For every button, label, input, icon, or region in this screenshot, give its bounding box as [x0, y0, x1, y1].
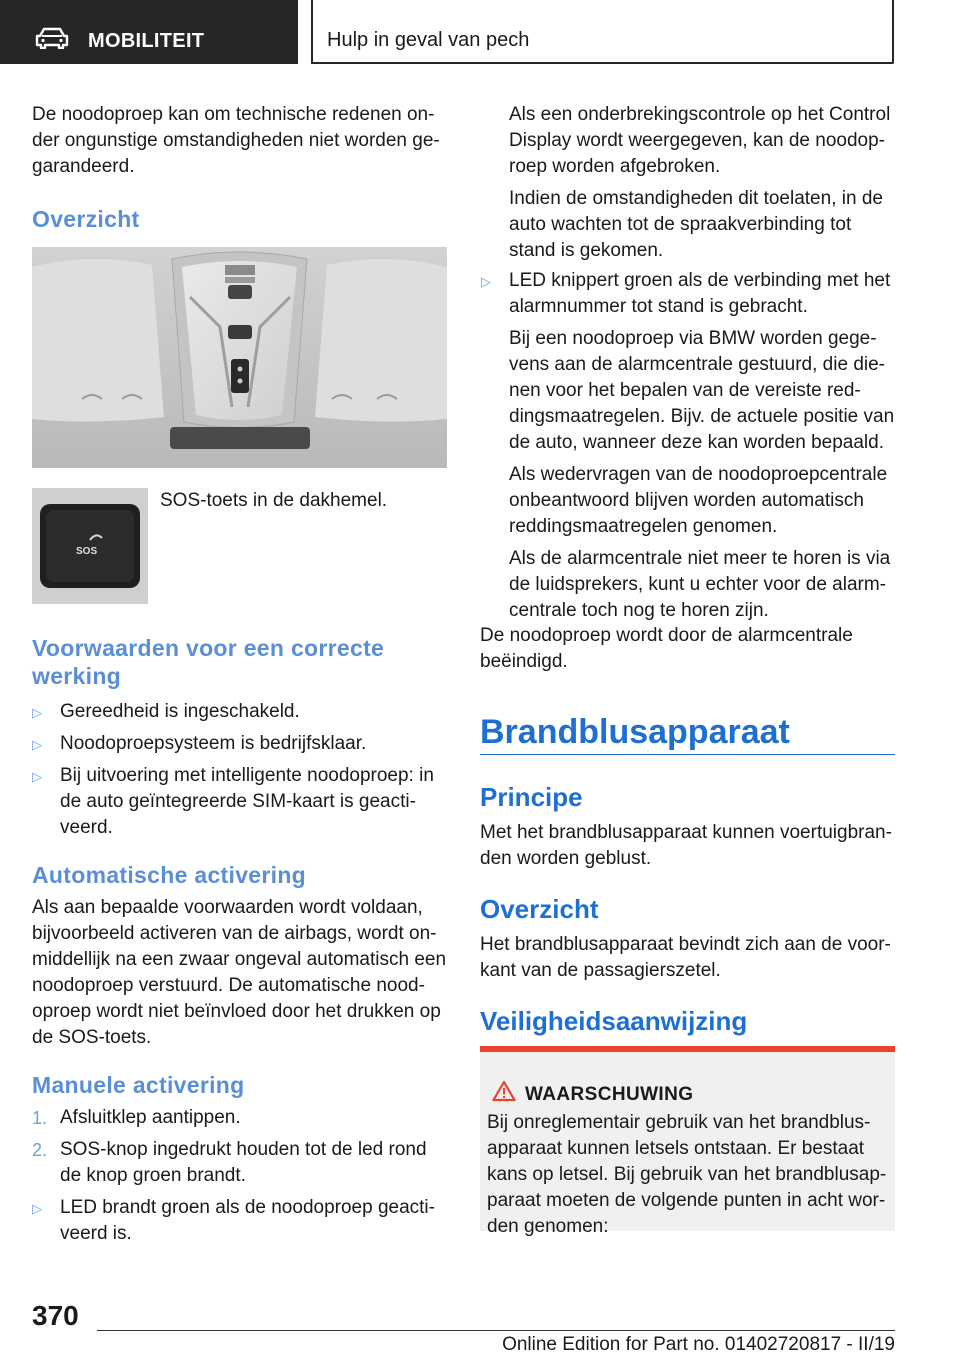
sos-label: SOS [76, 546, 98, 557]
warning-box [480, 1046, 895, 1237]
overzicht-paragraph: Het brandblusapparaat bevindt zich aan de voor-kant van de passagierszetel. [480, 934, 891, 981]
heading-manueel: Manuele activering [32, 1072, 245, 1098]
triangle-bullet-icon: ▷ [32, 705, 42, 720]
chapter-tab[interactable] [311, 0, 894, 64]
led-bullet-list [481, 268, 899, 326]
step-number: 1. [32, 1108, 48, 1128]
heading-principe: Principe [480, 782, 583, 812]
triangle-bullet-icon: ▷ [32, 737, 42, 752]
warning-text: Bij onreglementair gebruik van het brandblus-apparaat kunnen letsels ontstaan. Er bestaat kans op letsel. Bij gebruik van het brandblusap-paraat moeten de volgende punten in acht wor-den genomen: [487, 1112, 887, 1237]
sos-caption: SOS-toets in de dakhemel. [160, 490, 388, 511]
heading-rule [480, 754, 895, 755]
step-number: 2. [32, 1140, 48, 1160]
automatisch-paragraph: Als aan bepaalde voorwaarden wordt voldaan, bijvoorbeeld activeren van de airbags, wordt on-middellijk na een zwaar ongeval automatisch een noodoproep verstuurd. De automatische nood-oproep wordt niet beïnvloed door het drukken op de SOS-toets. [32, 897, 447, 1048]
heading-voorwaarden-line2: werking [32, 663, 122, 689]
list-item: 2. SOS-knop ingedrukt houden tot de led rond de knop groen brandt. [32, 1139, 427, 1186]
sos-button-photo [32, 488, 148, 604]
list-item: 1. Afsluitklep aantippen. [32, 1105, 452, 1131]
list-item: ▷ LED knippert groen als de verbinding met het alarmnummer tot stand is gebracht. [481, 270, 891, 317]
sub-paragraph-3: Als de alarmcentrale niet meer te horen is via de luidsprekers, kunt u echter voor de alarm-centrale toch nog te horen zijn. [509, 548, 891, 621]
triangle-bullet-icon: ▷ [32, 769, 42, 784]
triangle-bullet-icon: ▷ [481, 274, 491, 289]
section-label: MOBILITEIT [88, 30, 205, 52]
heading-brandblusapparaat: Brandblusapparaat [480, 713, 790, 751]
list-item: ▷ Noodoproepsysteem is bedrijfsklaar. [32, 731, 452, 757]
warning-triangle-icon [492, 1080, 516, 1107]
list-item: ▷ LED brandt groen als de noodoproep geacti-veerd is. [32, 1197, 435, 1244]
led-sub-paragraphs [509, 326, 897, 630]
intro-paragraph: De noodoproep kan om technische redenen on-der ongunstige omstandigheden niet worden ge-garandeerd. [32, 104, 440, 177]
principe-paragraph: Met het brandblusapparaat kunnen voertuigbran-den worden geblust. [480, 822, 892, 869]
edition-note: Online Edition for Part no. 01402720817 - II/19 [502, 1334, 895, 1355]
voorwaarden-list [32, 699, 452, 847]
chapter-label: Hulp in geval van pech [327, 29, 530, 51]
triangle-bullet-icon: ▷ [32, 1201, 42, 1216]
heading-veiligheid: Veiligheidsaanwijzing [480, 1006, 748, 1036]
heading-overzicht-left: Overzicht [32, 206, 140, 232]
page-number: 370 [32, 1300, 79, 1331]
manueel-steps [32, 1105, 452, 1195]
heading-automatisch: Automatische activering [32, 862, 307, 888]
section-tab[interactable] [0, 0, 298, 64]
list-item: ▷ Bij uitvoering met intelligente noodoproep: in de auto geïntegreerde SIM-kaart is geacti-veerd. [32, 765, 434, 838]
car-icon [34, 27, 70, 54]
end-paragraph: De noodoproep wordt door de alarmcentrale beëindigd. [480, 625, 853, 672]
warning-title: WAARSCHUWING [525, 1084, 694, 1105]
list-item: ▷ Gereedheid is ingeschakeld. [32, 699, 452, 725]
heading-overzicht-right: Overzicht [480, 894, 599, 924]
continued-text [509, 102, 897, 270]
cont-paragraph-2: Indien de omstandigheden dit toelaten, in de auto wachten tot de spraakverbinding tot stand is gekomen. [509, 188, 883, 261]
footer-rule [97, 1330, 895, 1331]
sub-paragraph-1: Bij een noodoproep via BMW worden gege-vens aan de alarmcentrale gestuurd, die die-nen voor het bepalen van de vereiste red-dingsmaatregelen. Bijv. de actuele positie van de auto, wanneer deze kan worden bepaald. [509, 328, 895, 453]
roof-console-photo [32, 247, 447, 468]
manueel-bullets [32, 1195, 452, 1253]
heading-voorwaarden-line1: Voorwaarden voor een correcte [32, 635, 385, 661]
heading-voorwaarden [32, 634, 452, 690]
cont-paragraph-1: Als een onderbrekingscontrole op het Control Display wordt weergegeven, kan de noodop-roep worden afgebroken. [509, 104, 891, 177]
sub-paragraph-2: Als wedervragen van de noodoproepcentrale onbeantwoord blijven worden automatisch reddingsmaatregelen genomen. [509, 464, 888, 537]
